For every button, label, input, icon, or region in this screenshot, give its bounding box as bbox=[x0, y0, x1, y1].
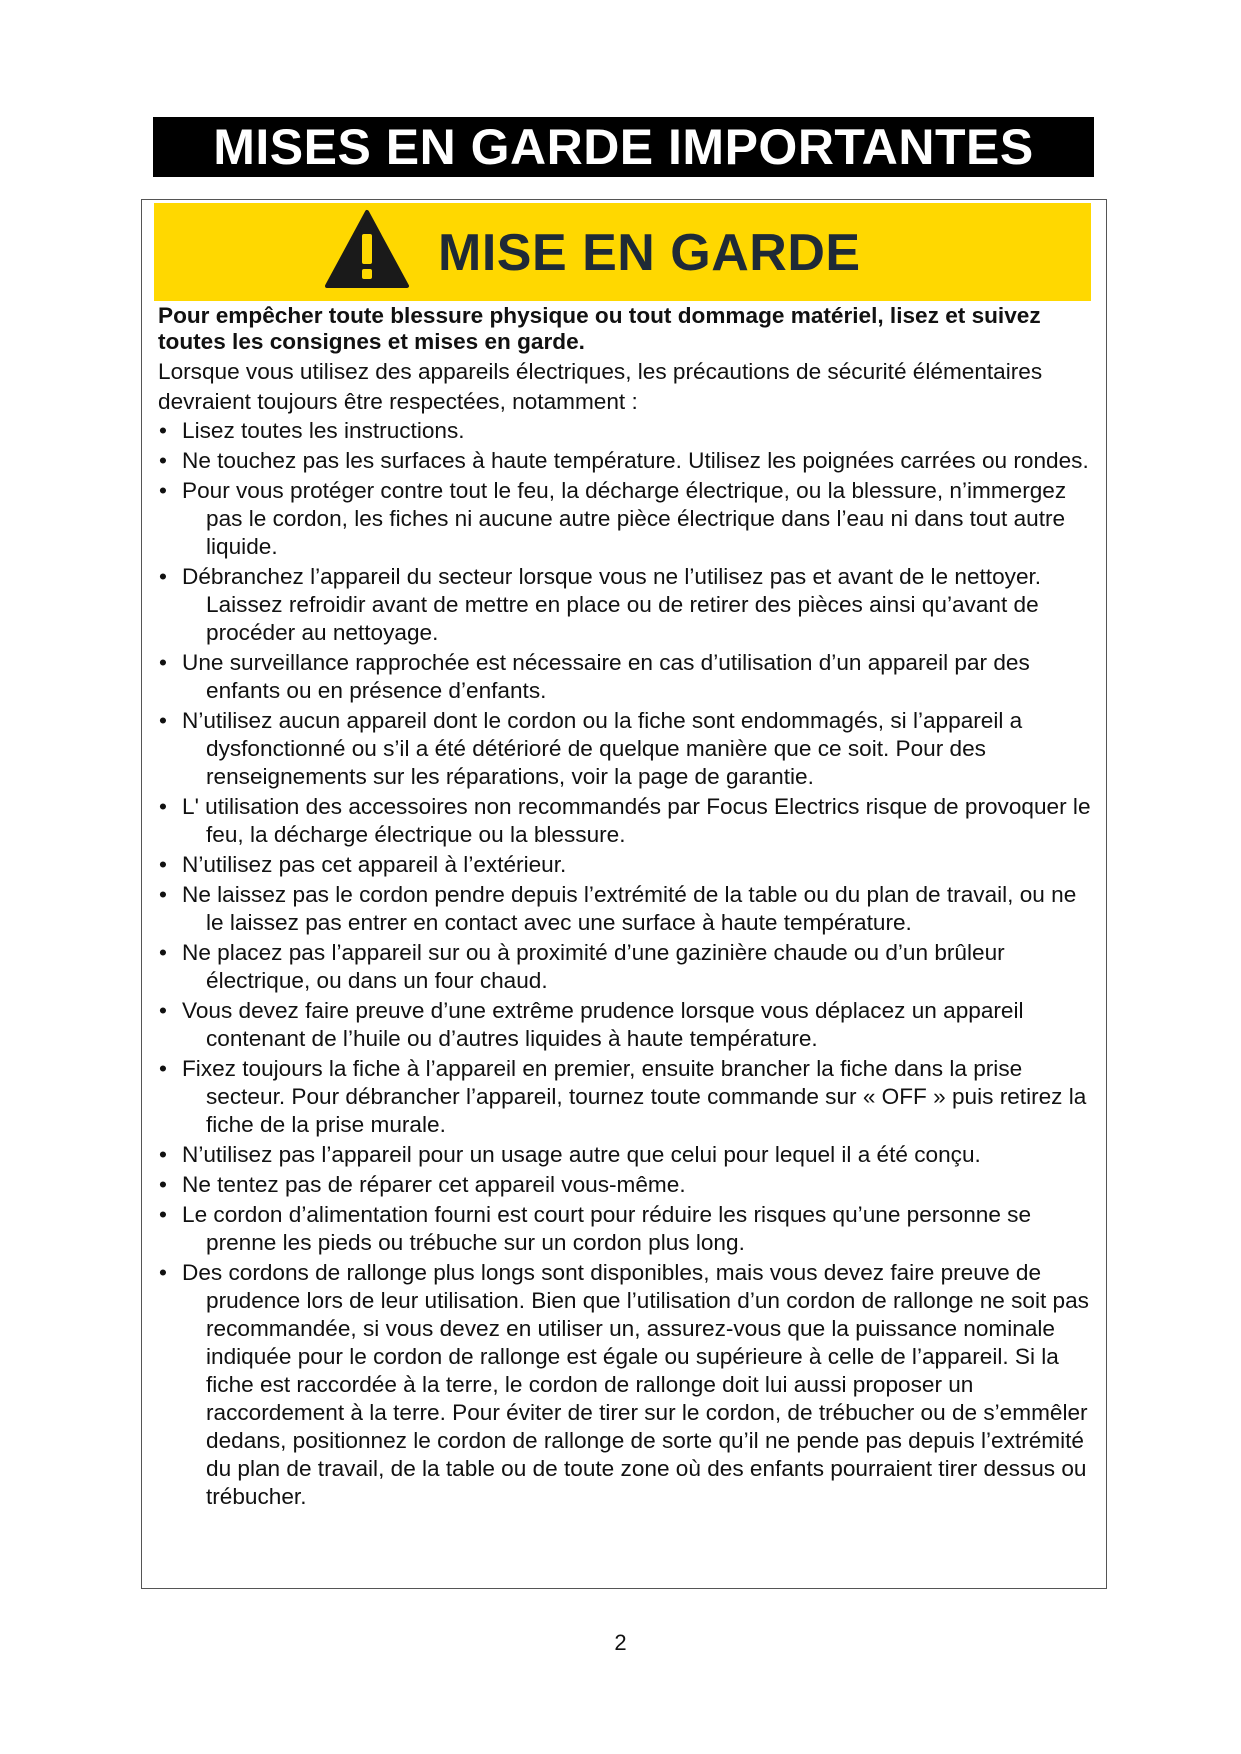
intro-text: Lorsque vous utilisez des appareils électriques, les précautions de sécurité élémentaires devraient toujours être respectées, notamment : bbox=[158, 359, 1043, 414]
list-item bbox=[158, 1201, 1093, 1257]
bullet-icon: • bbox=[159, 418, 167, 443]
list-item-text: Le cordon d’alimentation fourni est court pour réduire les risques qu’une personne se prenne les pieds ou trébuche sur un cordon plus long. bbox=[182, 1202, 1032, 1255]
list-item bbox=[158, 1055, 1093, 1139]
list-item-text: Débranchez l’appareil du secteur lorsque vous ne l’utilisez pas et avant de le nettoyer. Laissez refroidir avant de mettre en place ou de retirer des pièces ainsi qu’avant de procéder au nettoyage. bbox=[182, 564, 1042, 645]
list-item bbox=[158, 881, 1093, 937]
list-item bbox=[158, 707, 1093, 791]
page-number: 2 bbox=[614, 1630, 627, 1655]
list-item bbox=[158, 997, 1093, 1053]
list-item bbox=[158, 447, 1093, 475]
list-item bbox=[158, 563, 1093, 647]
list-item bbox=[158, 1259, 1093, 1511]
list-item bbox=[158, 793, 1093, 849]
list-item-text: Lisez toutes les instructions. bbox=[182, 418, 465, 443]
warning-content bbox=[158, 303, 1093, 1513]
caution-banner bbox=[154, 203, 1091, 301]
bullet-icon: • bbox=[159, 998, 167, 1023]
list-item bbox=[158, 1141, 1093, 1169]
bullet-icon: • bbox=[159, 882, 167, 907]
safety-rules-list bbox=[158, 417, 1093, 1511]
page-title: MISES EN GARDE IMPORTANTES bbox=[213, 119, 1034, 175]
bullet-icon: • bbox=[159, 940, 167, 965]
list-item-text: Ne touchez pas les surfaces à haute température. Utilisez les poignées carrées ou rondes. bbox=[182, 448, 1089, 473]
bullet-icon: • bbox=[159, 794, 167, 819]
list-item-text: Ne laissez pas le cordon pendre depuis l’extrémité de la table ou du plan de travail, ou ne le laissez pas entrer en contact avec une surface à haute température. bbox=[182, 882, 1077, 935]
caution-label: MISE EN GARDE bbox=[438, 224, 861, 282]
list-item bbox=[158, 851, 1093, 879]
list-item-text: Des cordons de rallonge plus longs sont disponibles, mais vous devez faire preuve de prudence lors de leur utilisation. Bien que l’utilisation d’un cordon de rallonge ne soit pas recommandée, si vous devez en utiliser un, assurez-vous que la puissance nominale indiquée pour le cordon de rallonge est égale ou supérieure à celle de l’appareil. Si la fiche est raccordée à la terre, le cordon de rallonge doit lui aussi proposer un raccordement à la terre. Pour éviter de tirer sur le cordon, de trébucher ou de s’emmêler dedans, positionnez le cordon de rallonge de sorte qu’il ne pende pas depuis l’extrémité du plan de travail, de la table ou de toute zone où des enfants pourraient tirer dessus ou trébucher. bbox=[182, 1260, 1089, 1509]
list-item-text: Pour vous protéger contre tout le feu, la décharge électrique, ou la blessure, n’immergez pas le cordon, les fiches ni aucune autre pièce électrique dans l’eau ni dans tout autre liquide. bbox=[182, 478, 1067, 559]
bullet-icon: • bbox=[159, 1056, 167, 1081]
intro-bold-text: Pour empêcher toute blessure physique ou tout dommage matériel, lisez et suivez toutes les consignes et mises en garde. bbox=[158, 303, 1041, 354]
bullet-icon: • bbox=[159, 852, 167, 877]
list-item-text: Une surveillance rapprochée est nécessaire en cas d’utilisation d’un appareil par des enfants ou en présence d’enfants. bbox=[182, 650, 1030, 703]
bullet-icon: • bbox=[159, 1172, 167, 1197]
list-item-text: Ne tentez pas de réparer cet appareil vous-même. bbox=[182, 1172, 686, 1197]
bullet-icon: • bbox=[159, 708, 167, 733]
warning-triangle-icon bbox=[324, 208, 410, 290]
bullet-icon: • bbox=[159, 1142, 167, 1167]
list-item-text: Fixez toujours la fiche à l’appareil en premier, ensuite brancher la fiche dans la prise secteur. Pour débrancher l’appareil, tournez toute commande sur « OFF » puis retirez la fiche de la prise murale. bbox=[182, 1056, 1087, 1137]
bullet-icon: • bbox=[159, 650, 167, 675]
list-item bbox=[158, 939, 1093, 995]
bullet-icon: • bbox=[159, 1202, 167, 1227]
bullet-icon: • bbox=[159, 448, 167, 473]
bullet-icon: • bbox=[159, 564, 167, 589]
list-item bbox=[158, 477, 1093, 561]
list-item-text: N’utilisez aucun appareil dont le cordon ou la fiche sont endommagés, si l’appareil a dysfonctionné ou s’il a été détérioré de quelque manière que ce soit. Pour des renseignements sur les réparations, voir la page de garantie. bbox=[182, 708, 1023, 789]
list-item-text: N’utilisez pas cet appareil à l’extérieur. bbox=[182, 852, 567, 877]
page-title-bar bbox=[153, 117, 1094, 177]
bullet-icon: • bbox=[159, 478, 167, 503]
bullet-icon: • bbox=[159, 1260, 167, 1285]
list-item bbox=[158, 649, 1093, 705]
list-item-text: N’utilisez pas l’appareil pour un usage autre que celui pour lequel il a été conçu. bbox=[182, 1142, 981, 1167]
list-item bbox=[158, 417, 1093, 445]
list-item-text: Vous devez faire preuve d’une extrême prudence lorsque vous déplacez un appareil contenant de l’huile ou d’autres liquides à haute température. bbox=[182, 998, 1024, 1051]
list-item-text: L' utilisation des accessoires non recommandés par Focus Electrics risque de provoquer le feu, la décharge électrique ou la blessure. bbox=[182, 794, 1091, 847]
list-item-text: Ne placez pas l’appareil sur ou à proximité d’une gazinière chaude ou d’un brûleur électrique, ou dans un four chaud. bbox=[182, 940, 1005, 993]
list-item bbox=[158, 1171, 1093, 1199]
